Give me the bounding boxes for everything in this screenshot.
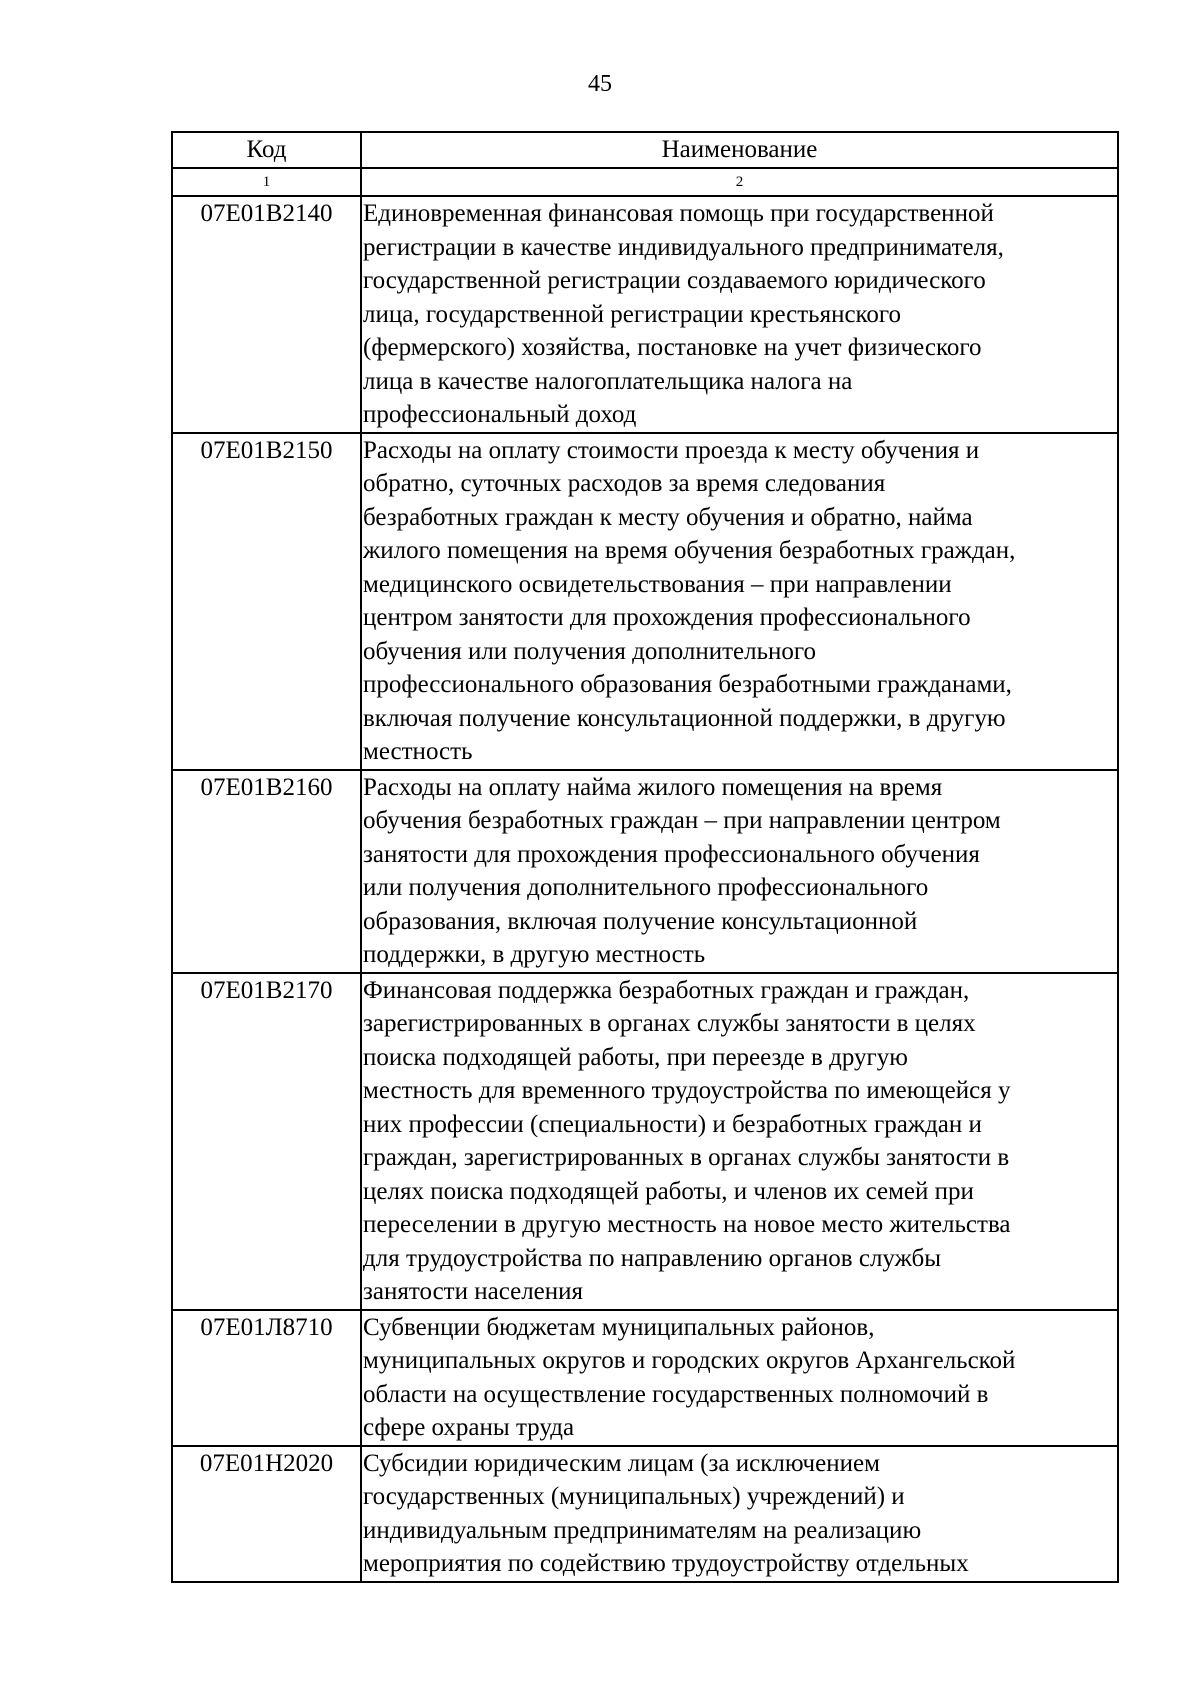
row-name-line: граждан, зарегистрированных в органах службы занятости в <box>363 1144 1010 1171</box>
row-name-line: лица, государственной регистрации крестьянского <box>363 300 902 328</box>
row-name-line: профессионального образования безработными гражданами, <box>363 671 1012 698</box>
table-row <box>172 1446 1118 1582</box>
row-name <box>361 433 1118 770</box>
row-name-line: государственных (муниципальных) учреждений) и <box>363 1483 905 1510</box>
header-code: Код <box>172 132 361 168</box>
table-row <box>172 973 1118 1310</box>
row-name-line: центром занятости для прохождения профессионального <box>363 604 971 631</box>
row-name-line: Субсидии юридическим лицам (за исключением <box>363 1449 880 1477</box>
row-name-line: или получения дополнительного профессионального <box>363 874 929 901</box>
row-name-line: включая получение консультационной поддержки, в другую <box>363 704 1006 732</box>
table-row <box>172 196 1118 433</box>
row-name-line: местность <box>363 738 473 765</box>
row-name <box>361 196 1118 433</box>
row-name-line: Финансовая поддержка безработных граждан и граждан, <box>363 976 970 1004</box>
row-name-line: переселении в другую местность на новое место жительства <box>363 1211 1011 1238</box>
row-name-line: безработных граждан к месту обучения и обратно, найма <box>363 503 973 531</box>
row-name-line: Расходы на оплату найма жилого помещения на время <box>363 773 943 801</box>
row-code: 07Е01Л8710 <box>172 1310 361 1446</box>
row-name-line: обучения или получения дополнительного <box>363 637 817 665</box>
row-name-line: государственной регистрации создаваемого юридического <box>363 267 986 294</box>
row-name-line: мероприятия по содействию трудоустройству отдельных <box>363 1550 969 1577</box>
row-code: 07Е01В2170 <box>172 973 361 1310</box>
row-name <box>361 1310 1118 1446</box>
row-name-line: них профессии (специальности) и безработных граждан и <box>363 1110 982 1138</box>
row-name-line: обучения безработных граждан – при направлении центром <box>363 807 1001 834</box>
row-name-line: Единовременная финансовая помощь при государственной <box>363 200 994 227</box>
table-body <box>172 168 1118 1582</box>
table-row <box>172 433 1118 770</box>
page-number: 45 <box>588 71 612 97</box>
table-row <box>172 1310 1118 1446</box>
row-name-line: целях поиска подходящей работы, и членов их семей при <box>363 1177 974 1205</box>
row-code: 07Е01Н2020 <box>172 1446 361 1582</box>
column-number-1: 1 <box>172 168 361 196</box>
row-name-line: регистрации в качестве индивидуального предпринимателя, <box>363 233 1004 261</box>
row-name <box>361 770 1118 973</box>
column-number-row <box>172 168 1118 196</box>
row-code: 07Е01В2150 <box>172 433 361 770</box>
row-name-line: лица в качестве налогоплательщика налога на <box>363 367 853 395</box>
row-name-line: профессиональный доход <box>363 401 637 428</box>
row-name-line: медицинского освидетельствования – при направлении <box>363 570 952 598</box>
row-name-line: поиска подходящей работы, при переезде в другую <box>363 1043 908 1071</box>
row-name-line: жилого помещения на время обучения безработных граждан, <box>363 537 1016 564</box>
row-name-line: индивидуальным предпринимателям на реализацию <box>363 1516 922 1544</box>
header-name: Наименование <box>361 132 1118 168</box>
row-name-line: образования, включая получение консультационной <box>363 907 918 935</box>
row-name-line: области на осуществление государственных полномочий в <box>363 1380 989 1408</box>
row-name-line: Субвенции бюджетам муниципальных районов, <box>363 1313 875 1341</box>
row-name <box>361 1446 1118 1582</box>
budget-code-table <box>171 131 1119 1583</box>
row-name-line: занятости для прохождения профессионального обучения <box>363 840 980 868</box>
row-name-line: для трудоустройства по направлению органов службы <box>363 1244 942 1272</box>
row-name-line: сфере охраны труда <box>363 1414 575 1441</box>
row-name-line: местность для временного трудоустройства по имеющейся у <box>363 1077 1011 1104</box>
row-name-line: зарегистрированных в органах службы занятости в целях <box>363 1010 976 1037</box>
row-name-line: муниципальных округов и городских округов Архангельской <box>363 1347 1016 1374</box>
table-row <box>172 770 1118 973</box>
row-name-line: (фермерского) хозяйства, постановке на учет физического <box>363 334 982 361</box>
row-name-line: занятости населения <box>363 1278 584 1305</box>
row-name-line: поддержки, в другую местность <box>363 941 706 968</box>
row-code: 07Е01В2160 <box>172 770 361 973</box>
row-code: 07Е01В2140 <box>172 196 361 433</box>
header-row <box>172 132 1118 168</box>
row-name <box>361 973 1118 1310</box>
row-name-line: Расходы на оплату стоимости проезда к месту обучения и <box>363 436 980 464</box>
column-number-2: 2 <box>361 168 1118 196</box>
row-name-line: обратно, суточных расходов за время следования <box>363 470 886 497</box>
